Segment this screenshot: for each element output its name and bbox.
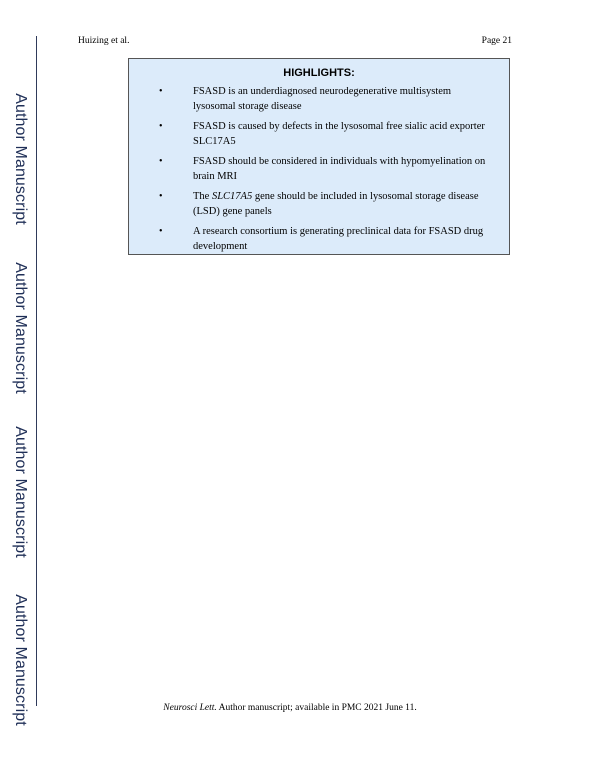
- highlight-text-prefix: The: [193, 191, 212, 202]
- highlight-item: [129, 224, 509, 254]
- side-label-text: Author Manuscript: [12, 426, 30, 558]
- running-head-page-number: Page 21: [481, 36, 512, 46]
- highlight-text: A research consortium is generating preclinical data for FSASD drug development: [193, 226, 484, 252]
- highlight-text: FSASD should be considered in individuals with hypomyelination on brain MRI: [193, 156, 486, 182]
- highlight-item: [129, 154, 509, 184]
- side-label-text: Author Manuscript: [12, 594, 30, 726]
- highlights-box: [128, 58, 510, 255]
- gene-name: SLC17A5: [211, 191, 253, 202]
- highlight-text: FSASD is an underdiagnosed neurodegenerative multisystem lysosomal storage disease: [193, 86, 452, 112]
- bullet-icon: •: [159, 121, 163, 132]
- bullet-icon: •: [159, 156, 163, 167]
- side-label-author-manuscript: [8, 243, 32, 413]
- left-margin-rule: [36, 36, 37, 706]
- side-label-author-manuscript: [8, 74, 32, 244]
- footer-journal: Neurosci Lett.: [163, 703, 217, 713]
- side-label-text: Author Manuscript: [12, 262, 30, 394]
- highlight-item: [129, 84, 509, 114]
- side-label-author-manuscript: [8, 575, 32, 745]
- highlight-text: FSASD is caused by defects in the lysosomal free sialic acid exporter SLC17A5: [193, 121, 485, 147]
- bullet-icon: •: [159, 226, 163, 237]
- side-label-text: Author Manuscript: [12, 93, 30, 225]
- highlight-text-suffix: gene should be included in lysosomal storage disease (LSD) gene panels: [193, 191, 479, 217]
- highlights-title: HIGHLIGHTS:: [283, 67, 355, 79]
- footer-availability: Author manuscript; available in PMC 2021 June 11.: [216, 703, 417, 713]
- bullet-icon: •: [159, 86, 163, 97]
- side-label-author-manuscript: [8, 407, 32, 577]
- highlight-item: [129, 119, 509, 149]
- highlight-item: [129, 189, 509, 219]
- page-footer: [0, 703, 580, 713]
- highlights-list: [129, 84, 509, 254]
- bullet-icon: •: [159, 191, 163, 202]
- running-head-authors: Huizing et al.: [78, 36, 130, 46]
